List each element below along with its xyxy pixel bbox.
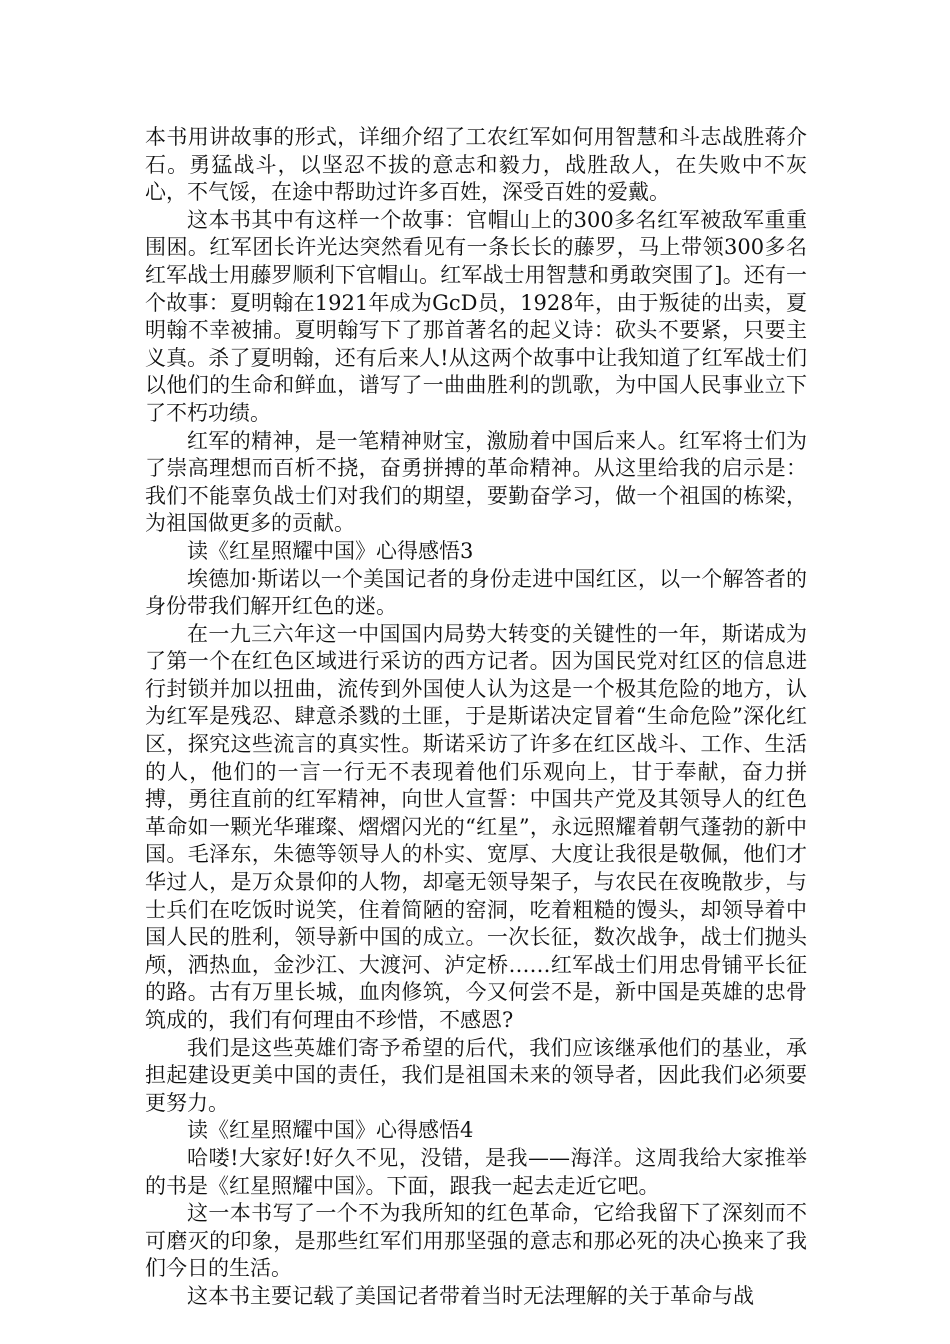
- paragraph-6: 我们是这些英雄们寄予希望的后代，我们应该继承他们的基业，承担起建设更美中国的责任，我们是祖国未来的领导者，因此我们必须要更努力。: [145, 1035, 807, 1115]
- paragraph-1: 本书用讲故事的形式，详细介绍了工农红军如何用智慧和斗志战胜蒋介石。勇猛战斗，以坚忍不拔的意志和毅力，战胜敌人，在失败中不灰心，不气馁，在途中帮助过许多百姓，深受百姓的爱戴。: [145, 125, 807, 205]
- document-body: [145, 124, 807, 1311]
- section-heading-4: 读《红星照耀中国》心得感悟4: [187, 1118, 474, 1143]
- paragraph-4: 埃德加·斯诺以一个美国记者的身份走进中国红区，以一个解答者的身份带我们解开红色的迷。: [145, 566, 807, 619]
- paragraph-8: 这一本书写了一个不为我所知的红色革命，它给我留下了深刻而不可磨灭的印象，是那些红军们用那坚强的意志和那必死的决心换来了我们今日的生活。: [145, 1201, 807, 1281]
- paragraph-2: 这本书其中有这样一个故事：官帽山上的300多名红军被敌军重重围困。红军团长许光达突然看见有一条长长的藤罗，马上带领300多名红军战士用藤罗顺利下官帽山。红军战士用智慧和勇敢突围了]。还有一个故事：夏明翰在1921年成为GcD员，1928年，由于叛徒的出卖，夏明翰不幸被捕。夏明翰写下了那首著名的起义诗：砍头不要紧，只要主义真。杀了夏明翰，还有后来人!从这两个故事中让我知道了红军战士们以他们的生命和鲜血，谱写了一曲曲胜利的凯歌，为中国人民事业立下了不朽功绩。: [145, 207, 807, 425]
- paragraph-3: 红军的精神，是一笔精神财宝，激励着中国后来人。红军将士们为了崇高理想而百析不挠，奋勇拼搏的革命精神。从这里给我的启示是：我们不能辜负战士们对我们的期望，要勤奋学习，做一个祖国的栋梁，为祖国做更多的贡献。: [145, 428, 807, 536]
- paragraph-7: 哈喽!大家好!好久不见，没错，是我——海洋。这周我给大家推举的书是《红星照耀中国》。下面，跟我一起去走近它吧。: [145, 1145, 807, 1198]
- paragraph-5: 在一九三六年这一中国国内局势大转变的关键性的一年，斯诺成为了第一个在红色区域进行采访的西方记者。因为国民党对红区的信息进行封锁并加以扭曲，流传到外国使人认为这是一个极其危险的地方，认为红军是残忍、肆意杀戮的土匪，于是斯诺决定冒着“生命危险”深化红区，探究这些流言的真实性。斯诺采访了许多在红区战斗、工作、生活的人，他们的一言一行无不表现着他们乐观向上，甘于奉献，奋力拼搏，勇往直前的红军精神，向世人宣誓：中国共产党及其领导人的红色革命如一颗光华璀璨、熠熠闪光的“红星”，永远照耀着朝气蓬勃的新中国。毛泽东，朱德等领导人的朴实、宽厚、大度让我很是敬佩，他们才华过人，是万众景仰的人物，却毫无领导架子，与农民在夜晚散步，与士兵们在吃饭时说笑，住着简陋的窑洞，吃着粗糙的馒头，却领导着中国人民的胜利，领导新中国的成立。一次长征，数次战争，战士们抛头颅，洒热血，金沙江、大渡河、泸定桥……红军战士们用忠骨铺平长征的路。古有万里长城，血肉修筑，今又何尝不是，新中国是英雄的忠骨筑成的，我们有何理由不珍惜，不感恩?: [145, 621, 807, 1032]
- paragraph-9: 这本书主要记载了美国记者带着当时无法理解的关于革命与战: [187, 1283, 754, 1308]
- section-heading-3: 读《红星照耀中国》心得感悟3: [187, 538, 474, 563]
